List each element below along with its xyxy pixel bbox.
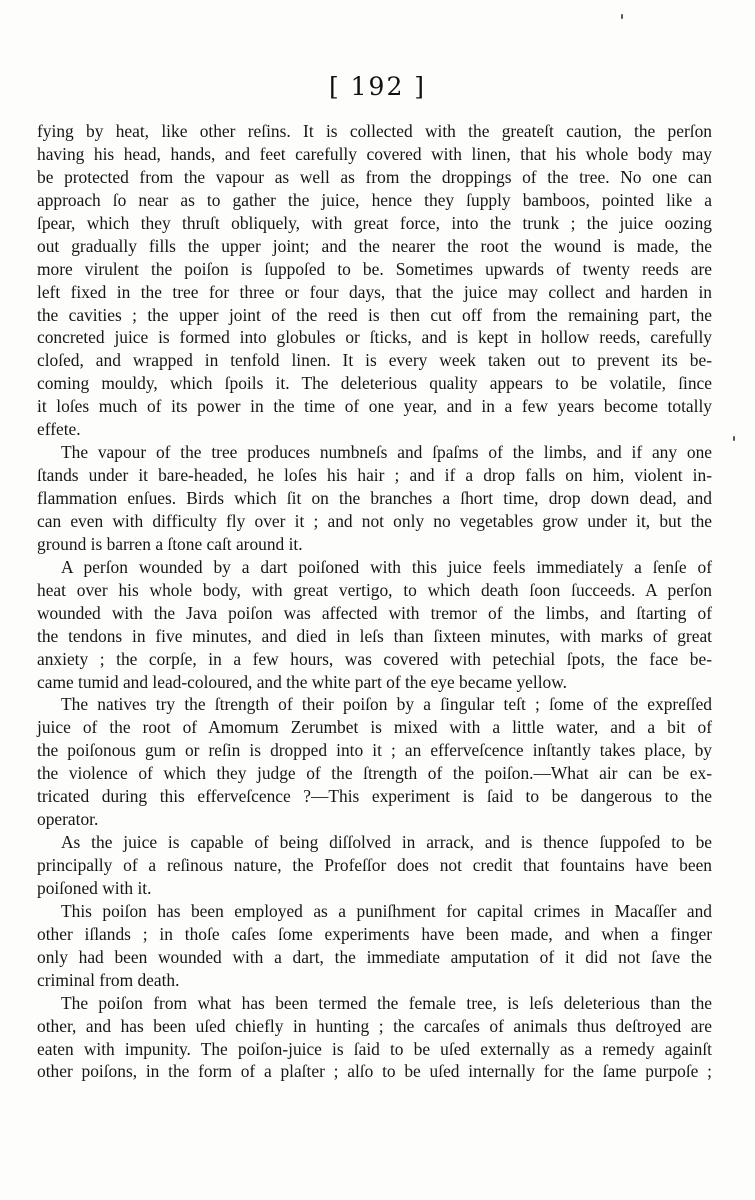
text-line: coming mouldy, which ſpoils it. The deleterious quality appears to be volatile, ſince xyxy=(37,373,712,394)
text-line: other iſlands ; in thoſe caſes ſome experiments have been made, and when a finger xyxy=(37,923,712,944)
text-line: the cavities ; the upper joint of the reed is then cut off from the remaining part, the xyxy=(37,304,712,325)
text-line: fying by heat, like other reſins. It is collected with the greateſt caution, the perſon xyxy=(37,121,712,141)
text-line: the tendons in five minutes, and died in leſs than ſixteen minutes, with marks of great xyxy=(37,625,712,646)
text-line: ſtands under it bare-headed, he loſes his hair ; and if a drop falls on him, violent in- xyxy=(37,465,712,486)
text-line: poiſoned with it. xyxy=(37,877,152,898)
text-line: ſpear, which they thruſt obliquely, with great force, into the trunk ; the juice oozing xyxy=(37,212,712,233)
text-line: principally of a reſinous nature, the Profeſſor does not credit that fountains have been xyxy=(37,855,712,875)
page-number-header: [ 192 ] xyxy=(328,72,427,101)
text-line: This poiſon has been employed as a puniſhment for capital crimes in Macaſſer and xyxy=(61,900,712,921)
text-line: it loſes much of its power in the time of one year, and in a few years become totally xyxy=(37,396,712,417)
paper-speck xyxy=(733,436,735,441)
text-line: more virulent the poiſon is ſuppoſed to be. Sometimes upwards of twenty reeds are xyxy=(37,258,712,279)
text-line: concreted juice is formed into globules or ſticks, and is kept in hollow reeds, carefully xyxy=(37,327,712,348)
text-line: As the juice is capable of being diſſolved in arrack, and is thence ſuppoſed to be xyxy=(61,832,712,853)
text-line: tricated during this efferveſcence ?—This experiment is ſaid to be dangerous to the xyxy=(37,786,712,807)
text-line: other poiſons, in the form of a plaſter ; alſo to be uſed internally for the ſame purpoſe ; xyxy=(37,1061,712,1082)
text-line: heat over his whole body, with great vertigo, to which death ſoon ſucceeds. A perſon xyxy=(37,579,712,600)
text-line: be protected from the vapour as well as from the droppings of the tree. No one can xyxy=(37,166,712,187)
text-line: flammation enſues. Birds which ſit on the branches a ſhort time, drop down dead, and xyxy=(37,488,712,508)
text-line: operator. xyxy=(37,809,99,830)
paper-speck xyxy=(621,14,623,19)
text-line: The natives try the ſtrength of their poiſon by a ſingular teſt ; ſome of the expreſſed xyxy=(61,694,712,715)
text-line: cloſed, and wrapped in tenfold linen. It is every week taken out to prevent its be- xyxy=(37,350,712,371)
text-line: The vapour of the tree produces numbneſs and ſpaſms of the limbs, and if any one xyxy=(61,442,712,463)
text-line: having his head, hands, and feet carefully covered with linen, that his whole body may xyxy=(37,143,712,164)
text-line: came tumid and lead-coloured, and the white part of the eye became yellow. xyxy=(37,671,568,692)
text-line: ground is barren a ſtone caſt around it. xyxy=(37,533,303,554)
text-line: anxiety ; the corpſe, in a few hours, was covered with petechial ſpots, the face be- xyxy=(37,648,712,669)
text-line: A perſon wounded by a dart poiſoned with this juice feels immediately a ſenſe of xyxy=(61,556,712,577)
text-line: criminal from death. xyxy=(37,969,180,990)
text-line: only had been wounded with a dart, the immediate amputation of it did not ſave the xyxy=(37,946,712,967)
text-line: wounded with the Java poiſon was affected with tremor of the limbs, and ſtarting of xyxy=(37,602,712,623)
body-text xyxy=(37,120,712,1083)
text-line: out gradually fills the upper joint; and the nearer the root the wound is made, the xyxy=(37,235,712,256)
text-line: eaten with impunity. The poiſon-juice is ſaid to be uſed externally as a remedy againſt xyxy=(37,1038,712,1059)
text-line: approach ſo near as to gather the juice, hence they ſupply bamboos, pointed like a xyxy=(37,189,712,210)
text-line: effete. xyxy=(37,419,81,440)
text-line: can even with difficulty fly over it ; and not only no vegetables grow under it, but the xyxy=(37,510,712,531)
text-line: other, and has been uſed chiefly in hunting ; the carcaſes of animals thus deſtroyed are xyxy=(37,1015,712,1036)
text-line: juice of the root of Amomum Zerumbet is mixed with a little water, and a bit of xyxy=(37,717,712,738)
text-line: the violence of which they judge of the ſtrength of the poiſon.—What air can be ex- xyxy=(37,763,712,784)
text-line: The poiſon from what has been termed the female tree, is leſs deleterious than the xyxy=(61,992,712,1013)
text-line: left fixed in the tree for three or four days, that the juice may collect and harden in xyxy=(37,281,712,302)
text-line: the poiſonous gum or reſin is dropped into it ; an efferveſcence inſtantly takes place, by xyxy=(37,740,712,761)
